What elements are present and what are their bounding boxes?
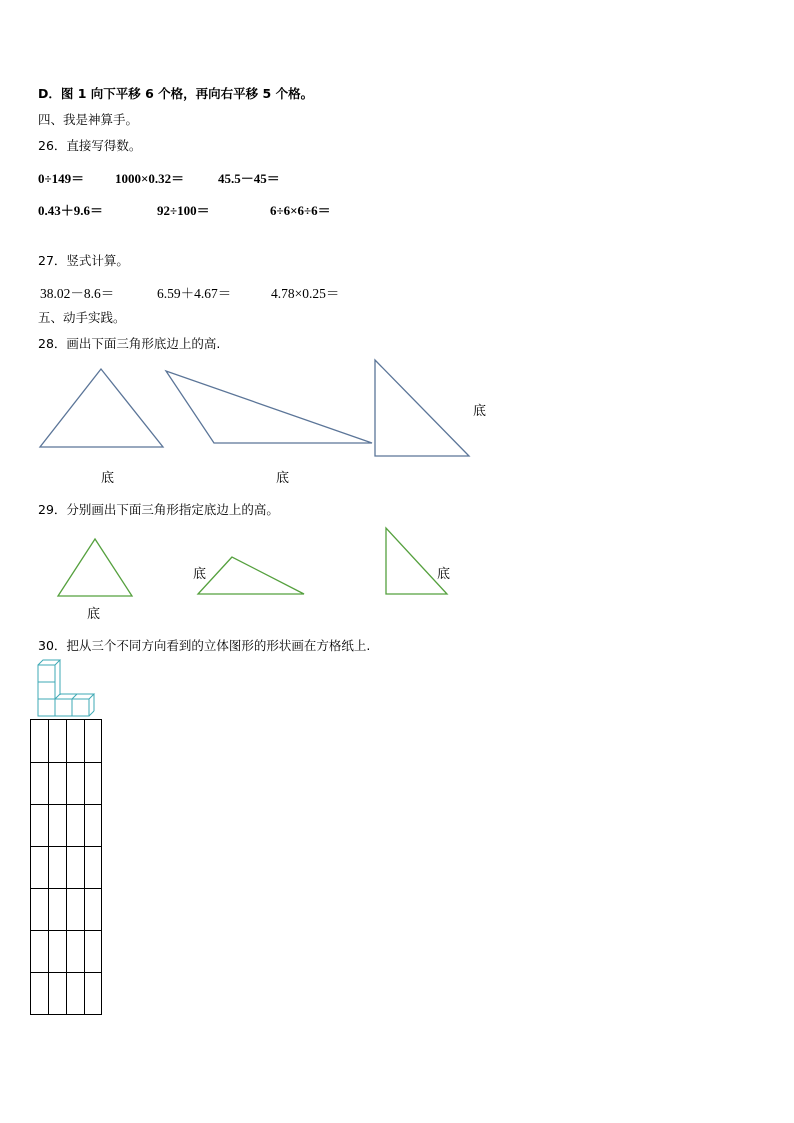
q30-grid-paper[interactable]: [30, 719, 102, 1015]
grid-row-line: [31, 804, 101, 805]
question-26-title: 26．直接写得数。: [38, 138, 142, 153]
grid-column-line: [48, 720, 49, 1014]
grid-column-line: [84, 720, 85, 1014]
question-27-title: 27．竖式计算。: [38, 253, 129, 268]
grid-row-line: [31, 972, 101, 973]
grid-row-line: [31, 762, 101, 763]
q28-base-label-2: 底: [276, 471, 290, 486]
section-5-heading: 五、动手实践。: [38, 310, 126, 325]
q26-item-5: 92÷100＝: [157, 203, 210, 218]
q27-item-3: 4.78×0.25＝: [271, 286, 340, 301]
question-28-title: 28．画出下面三角形底边上的高.: [38, 336, 221, 351]
q28-base-label-3: 底: [473, 404, 487, 419]
q26-item-2: 1000×0.32＝: [115, 171, 185, 186]
grid-column-line: [66, 720, 67, 1014]
q27-item-2: 6.59＋4.67＝: [157, 286, 232, 301]
q29-base-label-1: 底: [87, 607, 101, 622]
question-29-title: 29．分别画出下面三角形指定底边上的高。: [38, 502, 279, 517]
option-d-text: D．图 1 向下平移 6 个格，再向右平移 5 个格。: [38, 86, 314, 101]
q26-item-3: 45.5－45＝: [218, 171, 280, 186]
q27-item-1: 38.02－8.6＝: [40, 286, 115, 301]
q29-base-label-2: 底: [193, 567, 207, 582]
q26-item-1: 0÷149＝: [38, 171, 85, 186]
q29-base-label-3: 底: [437, 567, 451, 582]
question-30-title: 30．把从三个不同方向看到的立体图形的形状画在方格纸上.: [38, 638, 371, 653]
q26-item-4: 0.43＋9.6＝: [38, 203, 104, 218]
grid-row-line: [31, 846, 101, 847]
q28-base-label-1: 底: [101, 471, 115, 486]
section-4-heading: 四、我是神算手。: [38, 112, 139, 127]
grid-row-line: [31, 930, 101, 931]
q26-item-6: 6÷6×6÷6＝: [270, 203, 331, 218]
grid-row-line: [31, 888, 101, 889]
